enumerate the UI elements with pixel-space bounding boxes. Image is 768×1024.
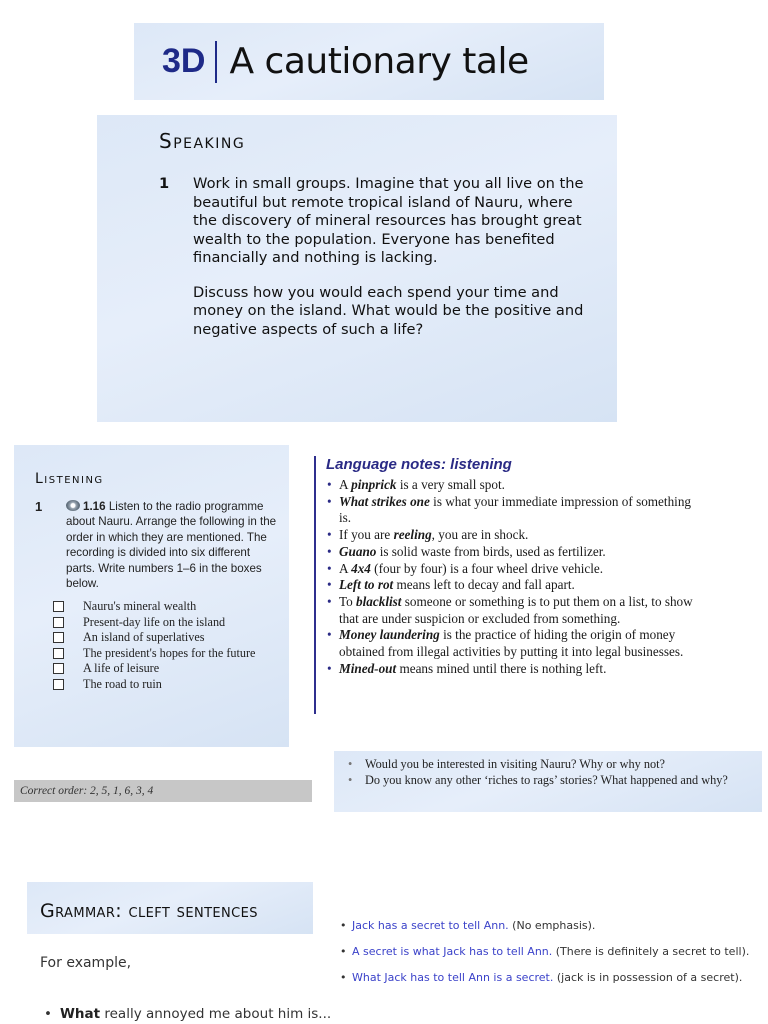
ordering-option[interactable]: Present-day life on the island	[51, 615, 277, 631]
for-example-label: For example,	[40, 955, 132, 971]
ordering-option[interactable]: The road to ruin	[51, 677, 277, 693]
note-item: • Money laundering is the practice of hiding the origin of money obtained from illegal activities by putting it into legal businesses.	[326, 627, 694, 660]
speaking-paragraph-2: Discuss how you would each spend your time and money on the island. What would be the positive and negative aspects of such a life?	[193, 283, 584, 338]
example-item: • Jack has a secret to tell Ann. (No emphasis).	[340, 919, 760, 932]
discussion-item: • Would you be interested in visiting Nauru? Why or why not?	[346, 757, 752, 773]
what-cleft-example: • What really annoyed me about him is...	[44, 1006, 331, 1022]
ordering-options	[35, 599, 277, 692]
note-item: • Mined-out means mined until there is nothing left.	[326, 661, 694, 678]
discussion-questions	[334, 751, 762, 812]
speaking-heading: Speaking	[159, 129, 246, 153]
note-item: • What strikes one is what your immediate impression of something is.	[326, 494, 694, 527]
example-item: • A secret is what Jack has to tell Ann. (There is definitely a secret to tell).	[340, 945, 760, 958]
task-number: 1	[35, 499, 43, 514]
example-item: • What Jack has to tell Ann is a secret. (jack is in possession of a secret).	[340, 971, 760, 984]
listening-instruction: Listen to the radio programme about Nauru. Arrange the following in the order in which they are mentioned. The recording is divided into six different parts. Write numbers 1–6 in the boxes below.	[66, 500, 277, 591]
answer-key: Correct order: 2, 5, 1, 6, 3, 4	[14, 780, 312, 802]
audio-cd-icon	[66, 500, 80, 511]
listening-heading: Listening	[35, 471, 104, 487]
note-item: • Left to rot means left to decay and fall apart.	[326, 577, 694, 594]
ordering-option[interactable]: An island of superlatives	[51, 630, 277, 646]
note-item: • A 4x4 (four by four) is a four wheel drive vehicle.	[326, 561, 694, 578]
speaking-section	[97, 115, 617, 422]
ordering-option[interactable]: A life of leisure	[51, 661, 277, 677]
speaking-task	[159, 175, 599, 339]
ordering-option[interactable]: Nauru's mineral wealth	[51, 599, 277, 615]
task-number: 1	[159, 175, 170, 192]
discussion-item: • Do you know any other ‘riches to rags’ stories? What happened and why?	[346, 773, 752, 789]
speaking-paragraph-1: Work in small groups. Imagine that you all live on the beautiful but remote tropical island of Nauru, where the discovery of mineral resources has brought great wealth to the population. Everyone has benefited financially and nothing is lacking.	[193, 175, 584, 266]
note-item: • A pinprick is a very small spot.	[326, 477, 694, 494]
track-number: 1.16	[83, 500, 106, 513]
note-item: • Guano is solid waste from birds, used as fertilizer.	[326, 544, 694, 561]
cleft-examples	[340, 919, 760, 997]
grammar-heading-box	[27, 882, 313, 934]
listening-section	[14, 445, 289, 747]
language-notes	[314, 456, 694, 714]
listening-task	[35, 499, 277, 591]
unit-title-banner	[134, 23, 604, 100]
language-notes-title: Language notes: listening	[326, 456, 512, 473]
title-divider	[215, 41, 217, 83]
note-item: • To blacklist someone or something is to put them on a list, to show that are under suspicion or excluded from something.	[326, 594, 694, 627]
ordering-option[interactable]: The president's hopes for the future	[51, 646, 277, 662]
unit-title: A cautionary tale	[229, 41, 529, 82]
note-item: • If you are reeling, you are in shock.	[326, 527, 694, 544]
unit-code: 3D	[162, 42, 206, 80]
grammar-heading: Grammar: cleft sentences	[40, 900, 258, 922]
